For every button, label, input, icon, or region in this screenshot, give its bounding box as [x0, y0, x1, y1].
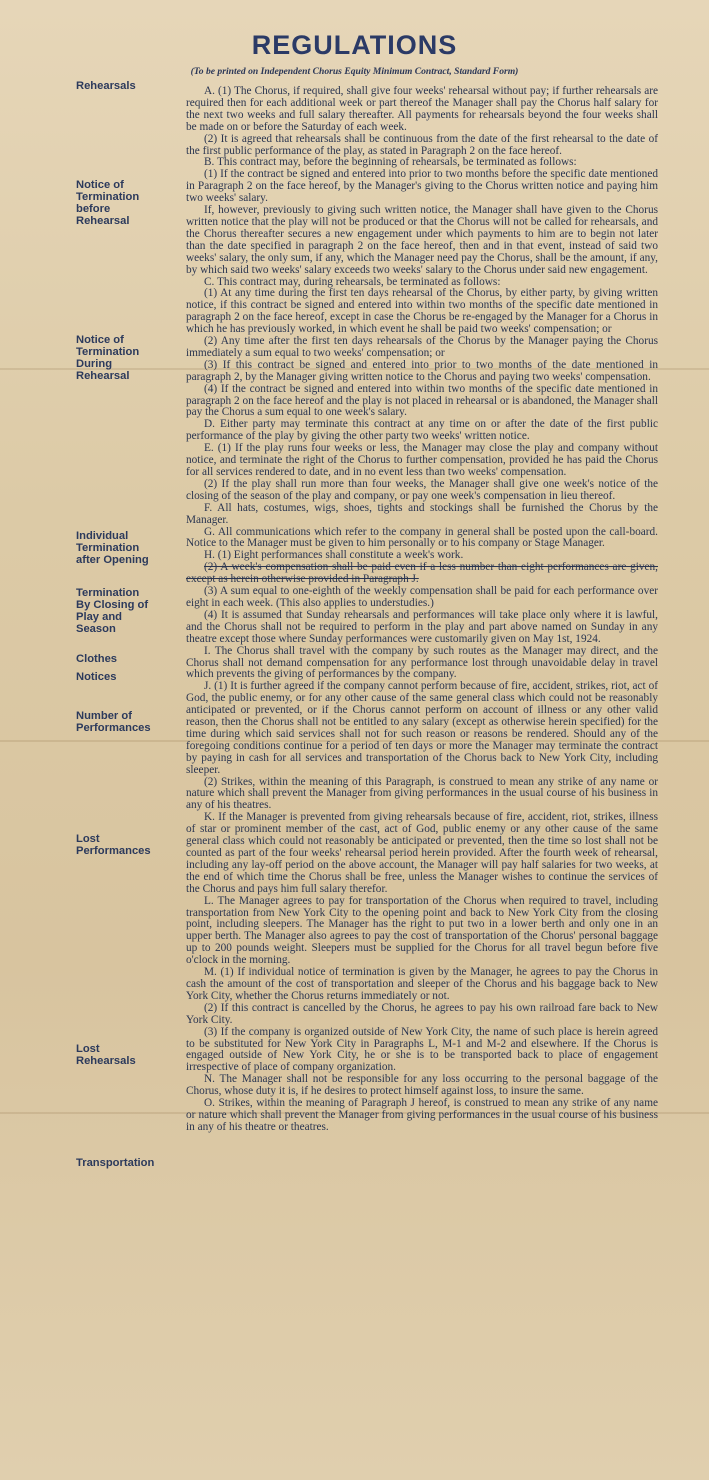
paragraph-h4: (4) It is assumed that Sunday rehearsals and performances will take place only where it is lawful, and the Chorus shall not be required to perform in the play and part above named on Sunday in any theatre except those where Sunday performances were customarily given on May 1st, 1924. — [186, 608, 658, 645]
paragraph-a2: (2) It is agreed that rehearsals shall be continuous from the date of the first rehearsal to the date of the first public performance of the play, as stated in Paragraph 2 on the face hereof. — [186, 132, 658, 157]
paragraph-d: D. Either party may terminate this contract at any time on or after the date of the first public performance of the play by giving the other party two weeks' written notice. — [186, 418, 658, 443]
paragraph-f: F. All hats, costumes, wigs, shoes, tights and stockings shall be furnished the Chorus by the Manager. — [186, 501, 658, 526]
paragraph-n: N. The Manager shall not be responsible for any loss occurring to the personal baggage of the Chorus, whose duty it is, if he desires to protect himself against loss, to insure the same. — [186, 1073, 658, 1098]
paragraph-h2: (2) A week's compensation shall be paid even if a less number than eight performances are given, except as herein otherwise provided in Paragraph J. — [186, 561, 658, 586]
paragraph-h1: H. (1) Eight performances shall constitute a week's work. — [204, 549, 464, 562]
side-label-rehearsals: Rehearsals — [76, 80, 136, 92]
paragraph-o: O. Strikes, within the meaning of Paragraph J hereof, is construed to mean any strike of any name or nature which shall prevent the Manager from giving performances in the usual course of his business in any of his theatre or theatres. — [186, 1097, 658, 1133]
side-label-transportation: Transportation — [76, 1157, 155, 1169]
paragraph-m3: (3) If the company is organized outside of New York City, the name of such place is herein agreed to be substituted for New York City in Paragraphs L, M-1 and M-2 and elsewhere. If the Chorus is engaged outside of New York City, he or she is to be transported back to place of engagement irrespective of place of company organization. — [186, 1025, 658, 1074]
paragraph-m2: (2) If this contract is cancelled by the Chorus, he agrees to pay his own railroad fare back to New York City. — [186, 1001, 658, 1026]
side-label-lost-rehearsals: Lost Rehearsals — [76, 1043, 136, 1067]
paragraph-h3: (3) A sum equal to one-eighth of the weekly compensation shall be paid for each performance over eight in each week. (This also applies to understudies.) — [186, 585, 658, 609]
paragraph-c3: (3) If this contract be signed and entered into prior to two months of the date mentioned in paragraph 2, by the Manager giving written notice to the Chorus and paying two weeks' compensation. — [186, 358, 658, 383]
paragraph-c1: (1) At any time during the first ten days rehearsal of the Chorus, by either party, by giving written notice, if this contract be signed and entered into within two months of the specific date mentioned in paragraph 2 on the face hereof, except in case the Chorus be re-engaged by the Manager for a Chorus in which he has previously worked, in which event he shall be paid two weeks' compensation; or — [186, 287, 658, 336]
side-label-notice-before-rehearsal: Notice of Termination before Rehearsal — [76, 179, 140, 227]
paragraph-c4: (4) If the contract be signed and entered into within two months of the specific date mentioned in paragraph 2 on the face hereof and the play is not placed in rehearsal or is abandoned, the Manager shall pay the Chorus a sum equal to one week's salary. — [186, 382, 658, 419]
side-label-notices: Notices — [76, 671, 117, 683]
side-label-clothes: Clothes — [76, 653, 118, 665]
paragraph-j2: (2) Strikes, within the meaning of this Paragraph, is construed to mean any strike of any name or nature which shall prevent the Manager from giving performances in the usual course of his business in any of his theatres. — [186, 775, 658, 812]
paragraph-c: C. This contract may, during rehearsals, be terminated as follows: — [204, 275, 501, 288]
paragraph-e2: (2) If the play shall run more than four weeks, the Manager shall give one week's notice of the closing of the season of the play and company, or pay one week's compensation in lieu thereof. — [186, 477, 658, 502]
paragraph-b1: (1) If the contract be signed and entered into prior to two months before the specific date mentioned in Paragraph 2 on the face hereof, by the Manager's giving to the Chorus written notice and paying him two weeks' salary. — [186, 168, 658, 205]
paragraph-j1: J. (1) It is further agreed if the company cannot perform because of fire, accident, strikes, riot, act of God, the public enemy, or for any other cause of the same general class which could not be reasonably anticipated or prevented, or if the Chorus cannot perform on account of illness or any other valid reason, then the Chorus shall not be entitled to any salary (except as otherwise herein specified) for the time during which said services shall not for such reason or reasons be rendered. Should any of the foregoing conditions continue for a period of ten days or more the Manager may terminate the contract by paying in cash for all services and transportation of the Chorus back to New York City, including sleeper. — [186, 680, 658, 776]
side-label-termination-closing: Termination By Closing of Play and Season — [76, 587, 149, 635]
side-label-lost-performances: Lost Performances — [76, 833, 151, 857]
paragraph-e1: E. (1) If the play runs four weeks or less, the Manager may close the play and company without notice, and terminate the right of the Chorus to further compensation, provided he has paid the Chorus for all services rendered to date, and in no event less than two weeks' compensation. — [186, 442, 658, 478]
paragraph-c2: (2) Any time after the first ten days rehearsals of the Chorus by the Manager paying the Chorus immediately a sum equal to two weeks' compensation; or — [186, 335, 658, 359]
side-label-individual-termination: Individual Termination after Opening — [76, 530, 149, 566]
paragraph-g: G. All communications which refer to the company in general shall be posted upon the call-board. Notice to the Manager must be given to him personally or to his company or Stage Manager. — [186, 525, 658, 550]
paragraph-k: K. If the Manager is prevented from giving rehearsals because of fire, accident, riot, strikes, illness of star or prominent member of the cast, act of God, public enemy or any other cause of the same general class which could not reasonably be anticipated or prevented, then the time so lost shall not be counted as part of the four weeks' rehearsal period herein provided. After the fourth week of rehearsal, including any lay-off period on the above account, the Manager will pay half salaries for two weeks, at the end of which time the Chorus shall be free, unless the Manager wishes to continue the services of the Chorus and pays him full salary therefor. — [186, 811, 658, 895]
paragraph-b-however: If, however, previously to giving such written notice, the Manager shall have given to the Chorus written notice that the play will not be produced or that the Chorus will not be called for rehearsals, and the Chorus thereafter secures a new engagement under which payments to him are to begin not later than the date specified in paragraph 2 on the face hereof, then and in that event, instead of said two weeks' salary, the only sum, if any, which the Manager need pay the Chorus, shall be the amount, if any, by which said two weeks' salary exceeds two weeks' salary to the Chorus under said new engagement. — [186, 204, 658, 276]
regulations-body — [186, 86, 658, 1134]
side-label-number-of-performances: Number of Performances — [76, 710, 151, 734]
page-title: REGULATIONS — [251, 30, 458, 60]
side-label-notice-during-rehearsal: Notice of Termination During Rehearsal — [76, 334, 140, 382]
paragraph-m1: M. (1) If individual notice of termination is given by the Manager, he agrees to pay the Chorus in cash the amount of the cost of transportation and sleeper of the Chorus and his baggage back to New York City, whether the Chorus returns immediately or not. — [186, 966, 658, 1002]
paragraph-a1: A. (1) The Chorus, if required, shall give four weeks' rehearsal without pay; if further rehearsals are required then for each additional week or part thereof the Manager shall pay the Chorus half salary for the next two weeks and full salary thereafter. All payments for rehearsals beyond the four weeks shall be made on or before the Saturday of each week. — [186, 85, 658, 133]
paragraph-b: B. This contract may, before the beginning of rehearsals, be terminated as follows: — [204, 156, 577, 169]
page-subtitle: (To be printed on Independent Chorus Equity Minimum Contract, Standard Form) — [190, 66, 519, 77]
paragraph-i: I. The Chorus shall travel with the company by such routes as the Manager may direct, and the Chorus shall not demand compensation for any performance lost through unavoidable delay in travel which prevents the giving of performances by the company. — [186, 644, 658, 681]
paragraph-l: L. The Manager agrees to pay for transportation of the Chorus when required to travel, including transportation from New York City to the opening point and back to New York City from the closing point, including sleepers. The Manager has the right to put two in a lower berth and only one in an upper berth. The Manager also agrees to pay the cost of transportation of the Chorus' personal baggage up to 200 pounds weight. Sleepers must be supplied for the Chorus for all travel begun before five o'clock in the morning. — [186, 894, 658, 967]
